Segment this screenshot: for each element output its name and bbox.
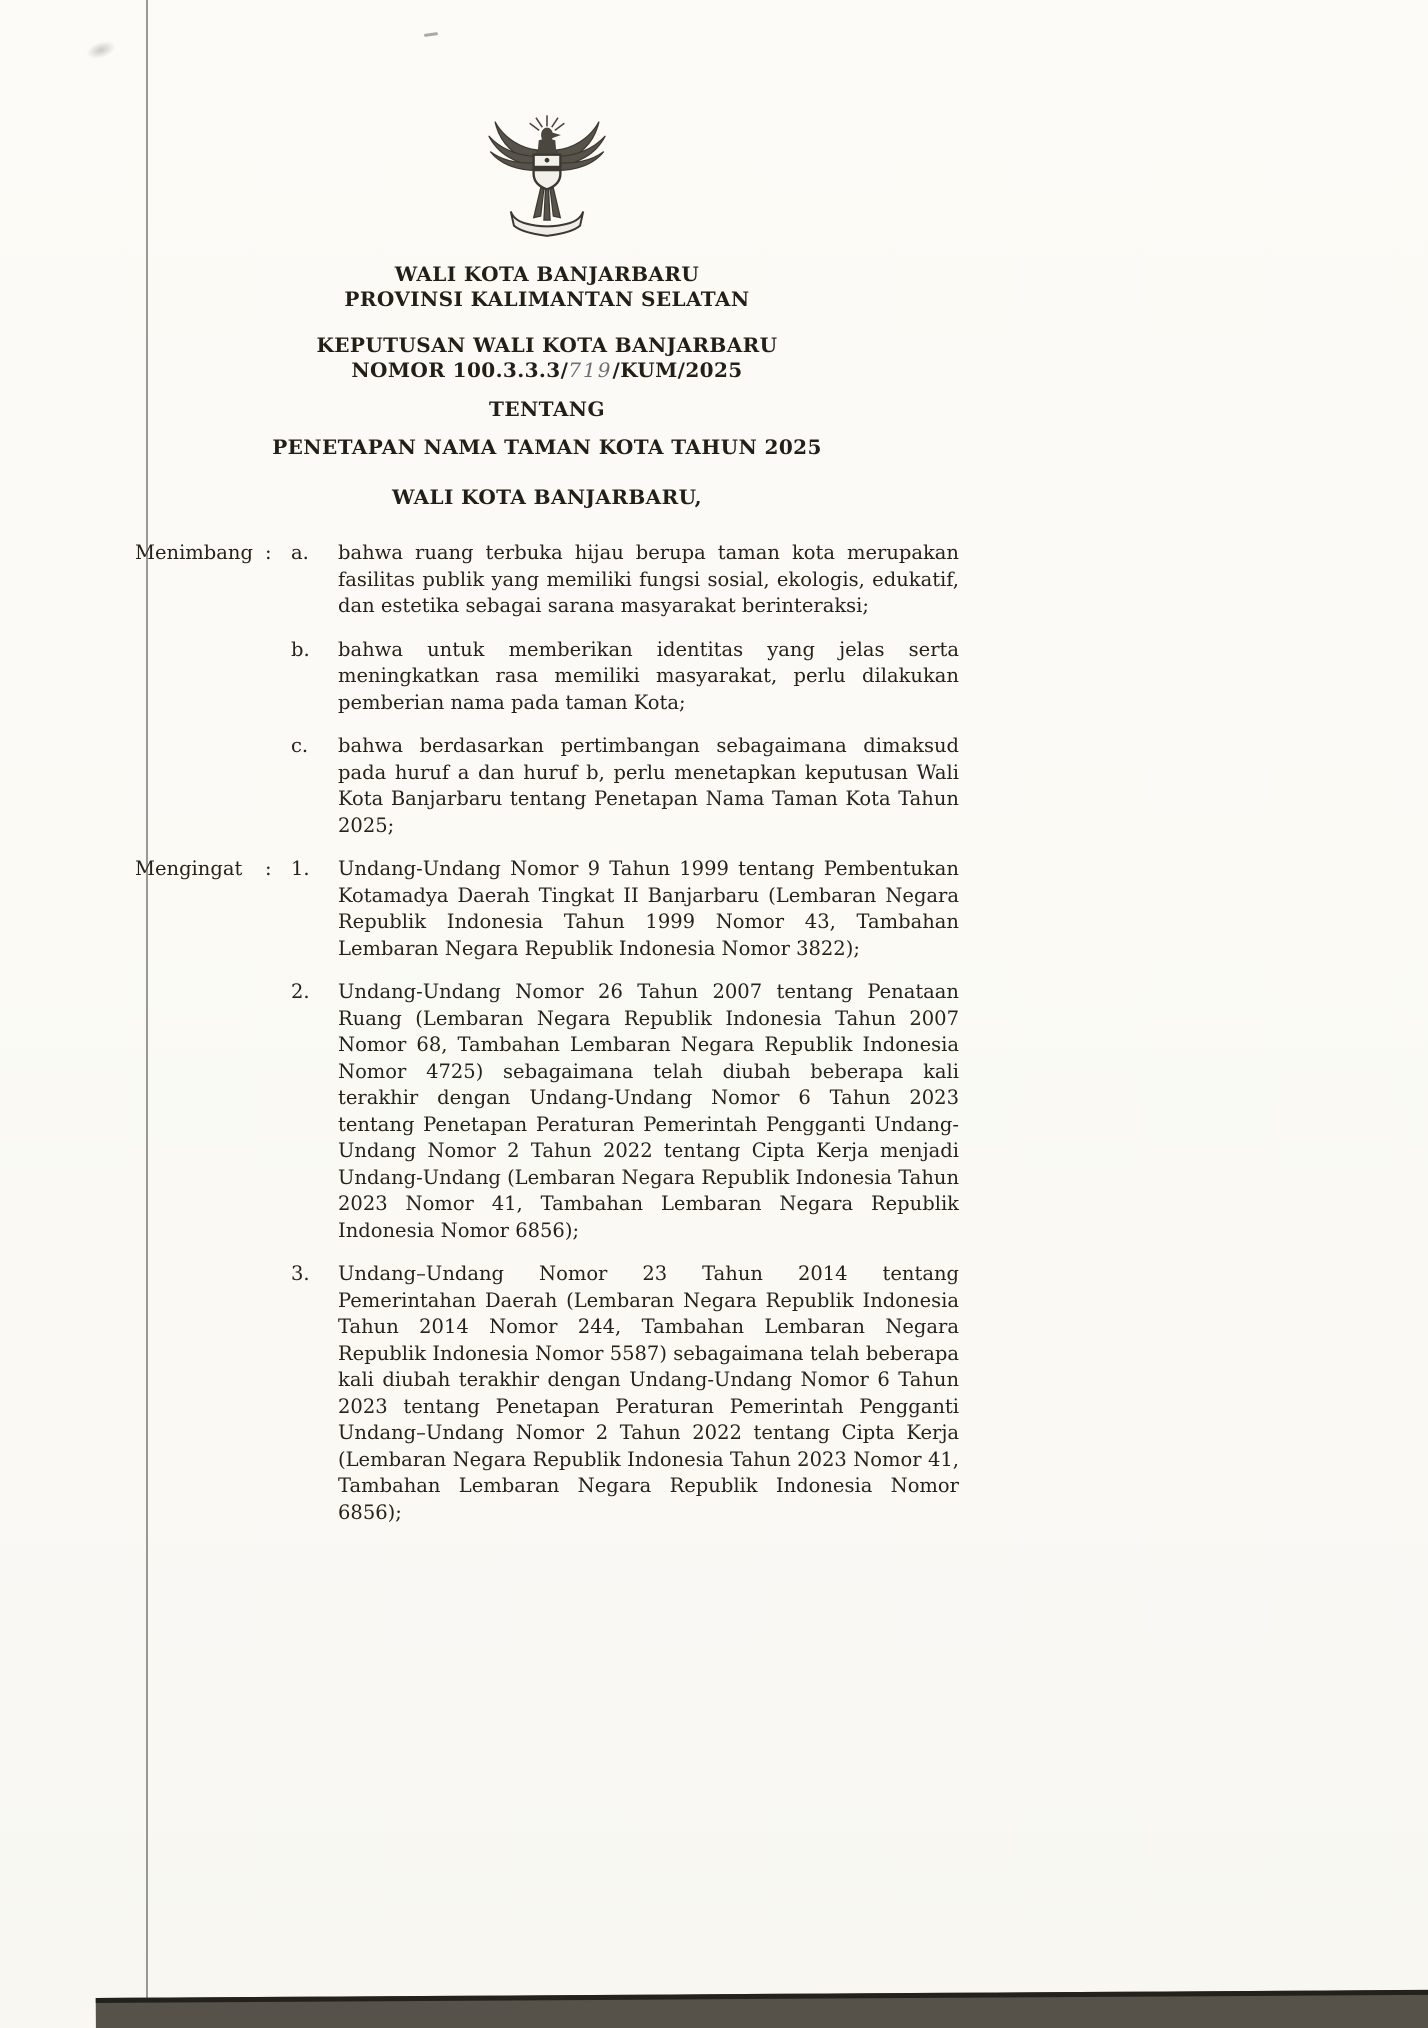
menimbang-row-b	[135, 637, 959, 717]
decree-number-suffix: /KUM/2025	[612, 358, 743, 382]
scan-pencil-smudge	[84, 38, 117, 62]
decree-body	[135, 540, 959, 1526]
authority-province: PROVINSI KALIMANTAN SELATAN	[344, 287, 750, 311]
garuda-pancasila-emblem	[483, 106, 611, 246]
clause-item-label: a.	[291, 541, 309, 564]
menimbang-row-c	[135, 733, 959, 839]
mengingat-colon: :	[265, 857, 272, 880]
clause-text: Undang-Undang Nomor 9 Tahun 1999 tentang Pembentukan Kotamadya Daerah Tingkat II Banjarbaru (Lembaran Negara Republik Indonesia Tahun 1999 Nomor 43, Tambahan Lembaran Negara Republik Indonesia Nomor 3822);	[338, 857, 959, 960]
clause-text: Undang–Undang Nomor 23 Tahun 2014 tentang Pemerintahan Daerah (Lembaran Negara Republik Indonesia Tahun 2014 Nomor 244, Tambahan Lembaran Negara Republik Indonesia Nomor 5587) sebagaimana telah beberapa kali diubah terakhir dengan Undang-Undang Nomor 6 Tahun 2023 tentang Penetapan Peraturan Pemerintah Pengganti Undang–Undang Nomor 2 Tahun 2022 tentang Cipta Kerja (Lembaran Negara Republik Indonesia Tahun 2023 Nomor 41, Tambahan Lembaran Negara Republik Indonesia Nomor 6856);	[338, 1262, 959, 1524]
decree-number-prefix: NOMOR 100.3.3.3/	[351, 358, 569, 382]
menimbang-section	[135, 540, 959, 839]
mengingat-row-1	[135, 856, 959, 962]
clause-item-label: b.	[291, 637, 310, 661]
decree-title: KEPUTUSAN WALI KOTA BANJARBARU	[316, 333, 778, 357]
clause-text: bahwa ruang terbuka hijau berupa taman kota merupakan fasilitas publik yang memiliki fungsi sosial, ekologis, edukatif, dan estetika sebagai sarana masyarakat berinteraksi;	[338, 541, 959, 617]
mengingat-label: Mengingat	[135, 857, 243, 880]
decree-number-line	[135, 358, 959, 383]
clause-item-label: c.	[291, 734, 309, 757]
clause-text: bahwa berdasarkan pertimbangan sebagaimana dimaksud pada huruf a dan huruf b, perlu menetapkan keputusan Wali Kota Banjarbaru tentang Penetapan Nama Taman Kota Tahun 2025;	[338, 734, 959, 837]
mengingat-row-3	[135, 1261, 959, 1526]
mengingat-section	[135, 856, 959, 1526]
clause-text: bahwa untuk memberikan identitas yang jelas serta meningkatkan rasa memiliki masyarakat, perlu dilakukan pemberian nama pada taman Kota;	[338, 637, 959, 714]
menimbang-label: Menimbang	[135, 541, 253, 564]
garuda-emblem-graphic	[484, 109, 610, 243]
document-content	[135, 0, 959, 1543]
menimbang-row-a	[135, 540, 959, 620]
mengingat-row-2	[135, 979, 959, 1244]
salutation-line: WALI KOTA BANJARBARU,	[392, 485, 702, 509]
tentang-heading: TENTANG	[489, 397, 605, 421]
clause-item-label: 1.	[291, 857, 310, 880]
scan-bottom-edge	[96, 1990, 1428, 2028]
authority-name: WALI KOTA BANJARBARU	[394, 262, 700, 286]
decree-number-handwritten: 719	[568, 358, 613, 382]
clause-text: Undang-Undang Nomor 26 Tahun 2007 tentang Penataan Ruang (Lembaran Negara Republik Indonesia Tahun 2007 Nomor 68, Tambahan Lembaran Negara Republik Indonesia Nomor 4725) sebagaimana telah diubah beberapa kali terakhir dengan Undang-Undang Nomor 6 Tahun 2023 tentang Penetapan Peraturan Pemerintah Pengganti Undang-Undang Nomor 2 Tahun 2022 tentang Cipta Kerja menjadi Undang-Undang (Lembaran Negara Republik Indonesia Tahun 2023 Nomor 41, Tambahan Lembaran Negara Republik Indonesia Nomor 6856);	[338, 980, 960, 1242]
clause-item-label: 3.	[291, 1262, 310, 1285]
decree-subject: PENETAPAN NAMA TAMAN KOTA TAHUN 2025	[272, 435, 822, 459]
clause-item-label: 2.	[291, 980, 310, 1003]
menimbang-colon: :	[265, 541, 272, 564]
